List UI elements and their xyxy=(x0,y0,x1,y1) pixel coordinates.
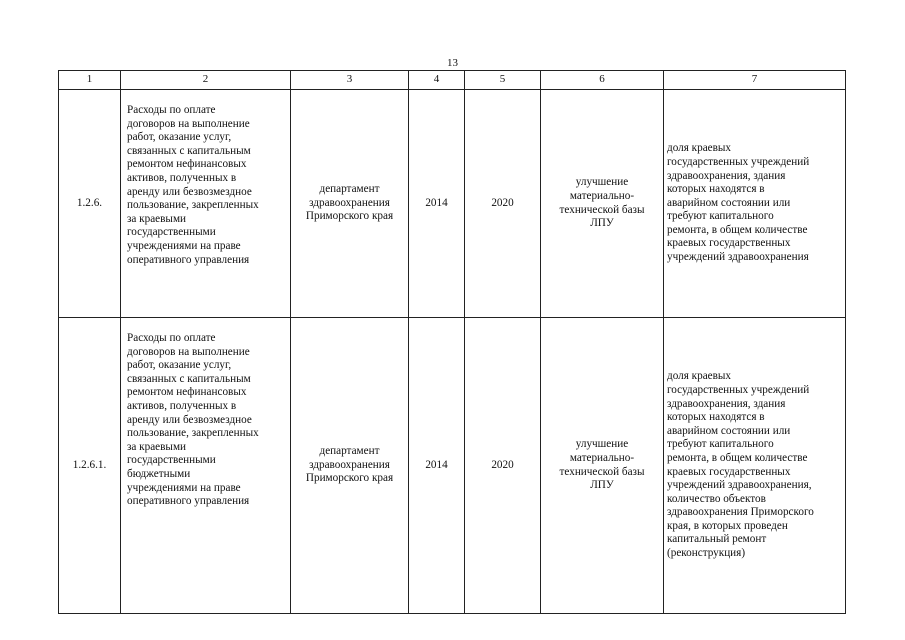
result-line: улучшение xyxy=(575,438,629,451)
indicator-line: государственных учреждений xyxy=(667,155,810,168)
result-line: материально- xyxy=(569,189,635,202)
expected-result xyxy=(541,90,664,318)
indicator-line: требуют капитального xyxy=(667,438,774,451)
result-line: ЛПУ xyxy=(590,479,614,492)
executor-line: департамент xyxy=(319,183,380,196)
result-line: технической базы xyxy=(559,203,645,216)
description-line: бюджетными xyxy=(127,467,191,480)
description-line: пользование, закрепленных xyxy=(127,427,259,440)
indicator-line: учреждений здравоохранения xyxy=(667,251,809,264)
header-col-4: 4 xyxy=(409,71,465,90)
measure-description xyxy=(121,318,291,614)
description-line: за краевыми xyxy=(127,440,187,453)
result-line: материально- xyxy=(569,451,635,464)
indicator-line: которых находятся в xyxy=(667,183,765,196)
header-col-1: 1 xyxy=(59,71,121,90)
page-number: 13 xyxy=(447,57,458,69)
indicator-line: которых находятся в xyxy=(667,411,765,424)
indicator-line: здравоохранения, здания xyxy=(667,169,786,182)
indicator-line: аварийном состоянии или xyxy=(667,196,791,209)
description-line: ремонтом нефинансовых xyxy=(127,386,247,399)
executor xyxy=(291,90,409,318)
start-year: 2014 xyxy=(409,90,465,318)
indicator xyxy=(664,90,846,318)
description-line: работ, оказание услуг, xyxy=(127,131,232,144)
description-line: активов, полученных в xyxy=(127,171,237,184)
description-line: пользование, закрепленных xyxy=(127,199,259,212)
indicator-line: доля краевых xyxy=(667,370,732,383)
expected-result xyxy=(541,318,664,614)
row-number: 1.2.6.1. xyxy=(59,318,121,614)
description-line: за краевыми xyxy=(127,212,187,225)
description-line: оперативного управления xyxy=(127,253,250,266)
executor-line: здравоохранения xyxy=(309,196,390,209)
indicator-line: аварийном состоянии или xyxy=(667,424,791,437)
description-line: Расходы по оплате xyxy=(127,104,216,116)
indicator-line: краевых государственных xyxy=(667,237,791,250)
row-number: 1.2.6. xyxy=(59,90,121,318)
result-line: технической базы xyxy=(559,465,645,478)
description-line: ремонтом нефинансовых xyxy=(127,158,247,171)
executor-line: департамент xyxy=(319,445,380,458)
indicator-line: количество объектов xyxy=(667,492,766,505)
description-line: связанных с капитальным xyxy=(127,372,251,385)
end-year: 2020 xyxy=(465,318,541,614)
executor-line: здравоохранения xyxy=(309,458,390,471)
table-row xyxy=(59,90,846,318)
indicator-line: ремонта, в общем количестве xyxy=(667,223,808,236)
indicator-line: учреждений здравоохранения, xyxy=(667,479,812,492)
description-line: договоров на выполнение xyxy=(127,117,250,130)
program-table xyxy=(58,70,846,614)
indicator-line: капитальный ремонт xyxy=(667,533,767,546)
indicator-line: требуют капитального xyxy=(667,210,774,223)
indicator-line: края, в которых проведен xyxy=(667,519,788,532)
description-line: учреждениями на праве xyxy=(127,481,241,494)
description-line: активов, полученных в xyxy=(127,399,237,412)
indicator xyxy=(664,318,846,614)
description-line: государственными xyxy=(127,226,216,239)
description-line: работ, оказание услуг, xyxy=(127,359,232,372)
table-row xyxy=(59,318,846,614)
description-line: Расходы по оплате xyxy=(127,332,216,344)
description-line: аренду или безвозмездное xyxy=(127,413,252,426)
header-col-5: 5 xyxy=(465,71,541,90)
indicator-line: краевых государственных xyxy=(667,465,791,478)
description-line: договоров на выполнение xyxy=(127,345,250,358)
executor-line: Приморского края xyxy=(305,210,394,223)
header-col-6: 6 xyxy=(541,71,664,90)
start-year: 2014 xyxy=(409,318,465,614)
executor xyxy=(291,318,409,614)
indicator-line: ремонта, в общем количестве xyxy=(667,451,808,464)
header-col-7: 7 xyxy=(664,71,846,90)
indicator-line: здравоохранения, здания xyxy=(667,397,786,410)
result-line: ЛПУ xyxy=(590,217,614,230)
indicator-line: здравоохранения Приморского xyxy=(667,506,814,519)
indicator-line: (реконструкция) xyxy=(667,547,746,560)
description-line: государственными xyxy=(127,454,216,467)
executor-line: Приморского края xyxy=(305,472,394,485)
description-line: аренду или безвозмездное xyxy=(127,185,252,198)
description-line: оперативного управления xyxy=(127,495,250,508)
header-col-3: 3 xyxy=(291,71,409,90)
result-line: улучшение xyxy=(575,176,629,189)
description-line: учреждениями на праве xyxy=(127,239,241,252)
indicator-line: государственных учреждений xyxy=(667,383,810,396)
header-row xyxy=(59,71,846,90)
description-line: связанных с капитальным xyxy=(127,144,251,157)
end-year: 2020 xyxy=(465,90,541,318)
measure-description xyxy=(121,90,291,318)
header-col-2: 2 xyxy=(121,71,291,90)
indicator-line: доля краевых xyxy=(667,142,732,155)
